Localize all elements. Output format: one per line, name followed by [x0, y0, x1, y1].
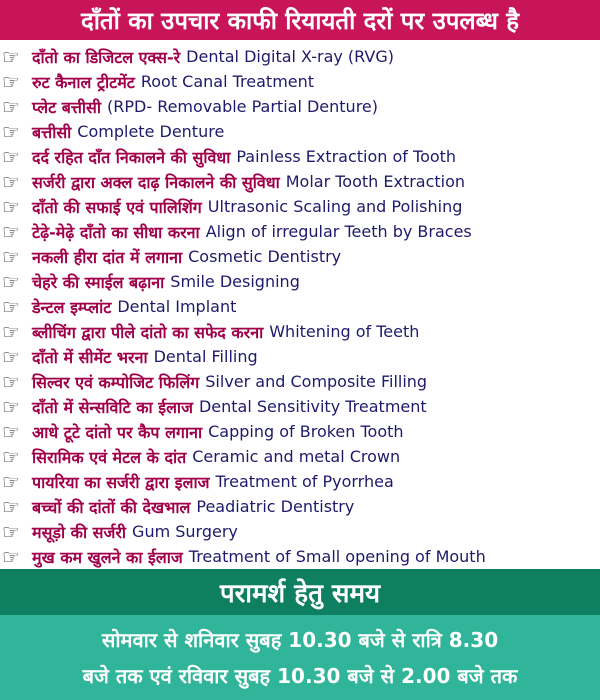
service-english-label: Peadiatric Dentistry — [196, 497, 355, 516]
pointing-hand-icon: ☞ — [2, 119, 20, 144]
page-title: दाँतों का उपचार काफी रियायती दरों पर उपलब्ध है — [0, 0, 600, 40]
pointing-hand-icon: ☞ — [2, 319, 20, 344]
service-hindi-label: चेहरे की स्माईल बढ़ाना — [32, 272, 165, 292]
pointing-hand-icon: ☞ — [2, 444, 20, 469]
pointing-hand-icon: ☞ — [2, 419, 20, 444]
list-item — [0, 544, 600, 569]
service-english-label: Cosmetic Dentistry — [188, 247, 342, 266]
list-item — [0, 294, 600, 319]
service-hindi-label: नकली हीरा दांत में लगाना — [32, 247, 183, 267]
service-english-label: Ceramic and metal Crown — [192, 447, 401, 466]
timings-line-2: बजे तक एवं रविवार सुबह 10.30 बजे से 2.00 बजे तक — [82, 663, 518, 688]
service-english-label: Dental Implant — [117, 297, 237, 316]
service-hindi-label: डेन्टल इम्प्लांट — [32, 297, 112, 317]
service-hindi-label: टेढ़े-मेढ़े दाँतो का सीधा करना — [32, 222, 200, 242]
list-item — [0, 219, 600, 244]
list-item — [0, 494, 600, 519]
pointing-hand-icon: ☞ — [2, 144, 20, 169]
pointing-hand-icon: ☞ — [2, 344, 20, 369]
list-item — [0, 44, 600, 69]
service-hindi-label: दाँतो में सीमेंट भरना — [32, 347, 148, 367]
service-english-label: Whitening of Teeth — [269, 322, 420, 341]
list-item — [0, 144, 600, 169]
service-english-label: Complete Denture — [77, 122, 225, 141]
pointing-hand-icon: ☞ — [2, 44, 20, 69]
pointing-hand-icon: ☞ — [2, 169, 20, 194]
pointing-hand-icon: ☞ — [2, 394, 20, 419]
consultation-heading: परामर्श हेतु समय — [0, 569, 600, 615]
service-english-label: Treatment of Pyorrhea — [215, 472, 394, 491]
service-english-label: Silver and Composite Filling — [205, 372, 428, 391]
service-hindi-label: पायरिया का सर्जरी द्वारा इलाज — [32, 472, 210, 492]
service-hindi-label: ब्लीचिंग द्वारा पीले दांतो का सफेद करना — [32, 322, 264, 342]
timings-line-1: सोमवार से शनिवार सुबह 10.30 बजे से रात्रि 8.30 — [101, 627, 499, 652]
list-item — [0, 419, 600, 444]
pointing-hand-icon: ☞ — [2, 244, 20, 269]
service-hindi-label: आधे टूटे दांतो पर कैप लगाना — [32, 422, 203, 442]
pointing-hand-icon: ☞ — [2, 544, 20, 569]
service-hindi-label: मसूड़ो की सर्जरी — [32, 522, 127, 542]
pointing-hand-icon: ☞ — [2, 369, 20, 394]
pointing-hand-icon: ☞ — [2, 269, 20, 294]
list-item — [0, 194, 600, 219]
pointing-hand-icon: ☞ — [2, 519, 20, 544]
list-item — [0, 169, 600, 194]
service-english-label: Dental Filling — [153, 347, 258, 366]
pointing-hand-icon: ☞ — [2, 69, 20, 94]
pointing-hand-icon: ☞ — [2, 494, 20, 519]
service-hindi-label: मुख कम खुलने का ईलाज — [32, 547, 183, 567]
service-english-label: Capping of Broken Tooth — [208, 422, 404, 441]
list-item — [0, 269, 600, 294]
service-hindi-label: दाँतो की सफाई एवं पालिशिंग — [32, 197, 202, 217]
list-item — [0, 244, 600, 269]
service-english-label: Gum Surgery — [132, 522, 238, 541]
service-english-label: Root Canal Treatment — [140, 72, 315, 91]
list-item — [0, 519, 600, 544]
service-hindi-label: दाँतो का डिजिटल एक्स-रे — [32, 47, 181, 67]
service-english-label: Dental Sensitivity Treatment — [198, 397, 427, 416]
list-item — [0, 94, 600, 119]
pointing-hand-icon: ☞ — [2, 219, 20, 244]
list-item — [0, 394, 600, 419]
service-hindi-label: बच्चों की दांतों की देखभाल — [32, 497, 191, 517]
service-english-label: Molar Tooth Extraction — [285, 172, 466, 191]
pointing-hand-icon: ☞ — [2, 294, 20, 319]
list-item — [0, 319, 600, 344]
service-hindi-label: सर्जरी द्वारा अक्ल दाढ़ निकालने की सुविधा — [32, 172, 280, 192]
service-english-label: Dental Digital X-ray (RVG) — [186, 47, 394, 66]
list-item — [0, 444, 600, 469]
service-hindi-label: रुट कैनाल ट्रीटमेंट — [32, 72, 135, 92]
service-hindi-label: बत्तीसी — [32, 122, 72, 142]
pointing-hand-icon: ☞ — [2, 469, 20, 494]
service-english-label: (RPD- Removable Partial Denture) — [107, 97, 379, 116]
consultation-timings — [0, 615, 600, 700]
list-item — [0, 469, 600, 494]
service-hindi-label: प्लेट बत्तीसी — [32, 97, 101, 117]
pointing-hand-icon: ☞ — [2, 94, 20, 119]
service-hindi-label: दाँतो में सेन्सविटि का ईलाज — [32, 397, 193, 417]
service-english-label: Painless Extraction of Tooth — [236, 147, 457, 166]
service-english-label: Align of irregular Teeth by Braces — [205, 222, 472, 241]
list-item — [0, 69, 600, 94]
pointing-hand-icon: ☞ — [2, 194, 20, 219]
service-english-label: Smile Designing — [170, 272, 300, 291]
service-english-label: Treatment of Small opening of Mouth — [188, 547, 486, 566]
services-list — [0, 44, 600, 569]
service-hindi-label: सिल्वर एवं कम्पोजिट फिलिंग — [32, 372, 200, 392]
list-item — [0, 119, 600, 144]
list-item — [0, 344, 600, 369]
list-item — [0, 369, 600, 394]
service-hindi-label: दर्द रहित दाँत निकालने की सुविधा — [32, 147, 231, 167]
service-hindi-label: सिरामिक एवं मेटल के दांत — [32, 447, 187, 467]
service-english-label: Ultrasonic Scaling and Polishing — [207, 197, 463, 216]
